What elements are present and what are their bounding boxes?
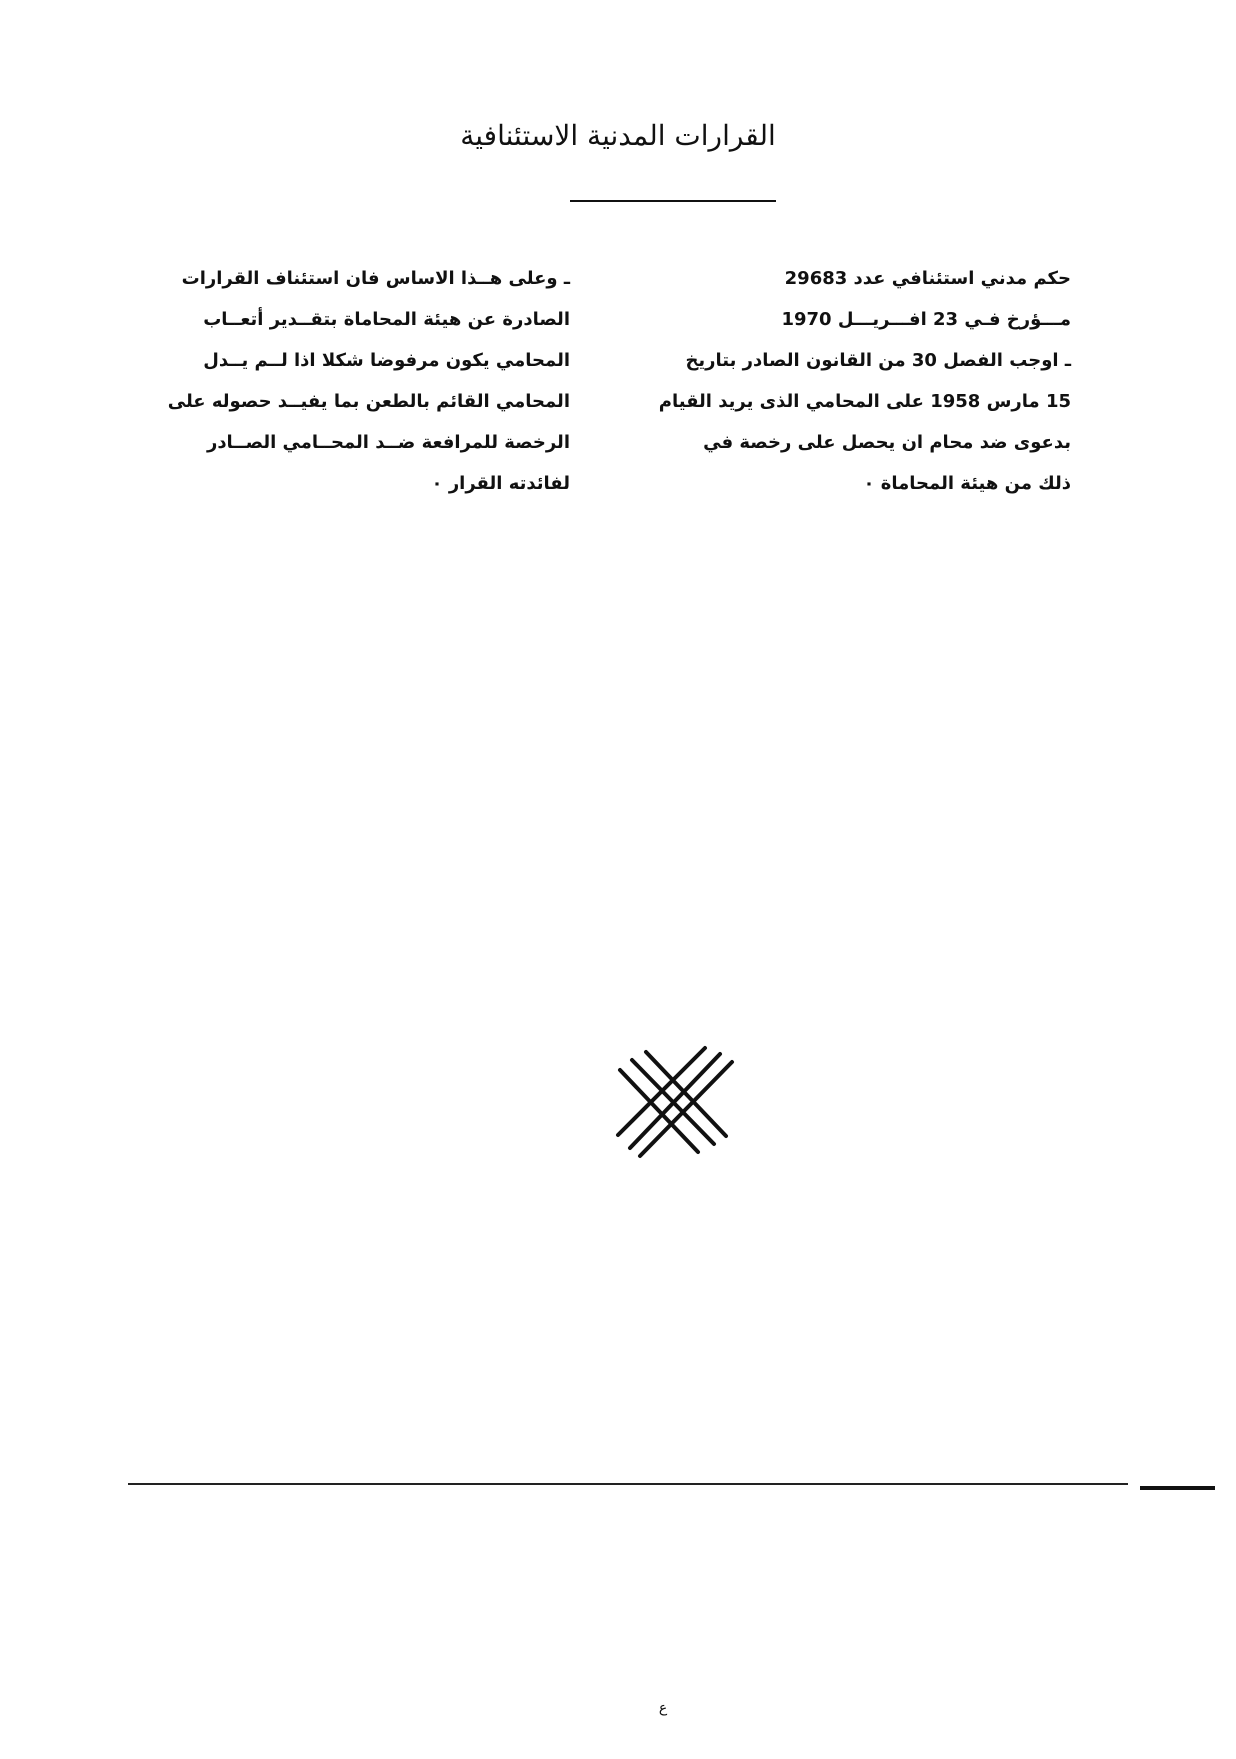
footer-rule [128, 1483, 1128, 1485]
page-number: ع [658, 1700, 668, 1716]
left-column-line: الصادرة عن هيئة المحاماة بتقــدير أتعــاب [203, 309, 570, 330]
left-column-line: ـ وعلى هــذا الاساس فان استئناف القرارات [181, 268, 570, 289]
right-column-line: ذلك من هيئة المحاماة ٠ [863, 473, 1071, 494]
left-column-line: الرخصة للمرافعة ضــد المحــامي الصــادر [206, 432, 570, 453]
left-column [162, 258, 570, 504]
right-column-line: حكم مدني استئنافي عدد 29683 [784, 268, 1071, 289]
right-column-line: بدعوى ضد محام ان يحصل على رخصة في [703, 432, 1071, 453]
left-column-line: لفائدته القرار ٠ [431, 473, 570, 494]
left-column-line: المحامي يكون مرفوضا شكلا اذا لــم يــدل [203, 350, 570, 371]
crosshatch-ornament-icon [610, 1040, 740, 1160]
right-column [641, 258, 1071, 504]
left-column-line: المحامي القائم بالطعن بما يفيــد حصوله على [167, 391, 570, 412]
page-title: القرارات المدنية الاستئنافية [460, 119, 776, 152]
footer-rule-accent [1140, 1486, 1215, 1490]
right-column-line: 15 مارس 1958 على المحامي الذى يريد القيام [658, 391, 1071, 412]
right-column-line: مـــؤرخ فـي 23 افـــريـــل 1970 [781, 309, 1071, 330]
right-column-line: ـ اوجب الفصل 30 من القانون الصادر بتاريخ [685, 350, 1071, 371]
title-rule [570, 200, 776, 202]
